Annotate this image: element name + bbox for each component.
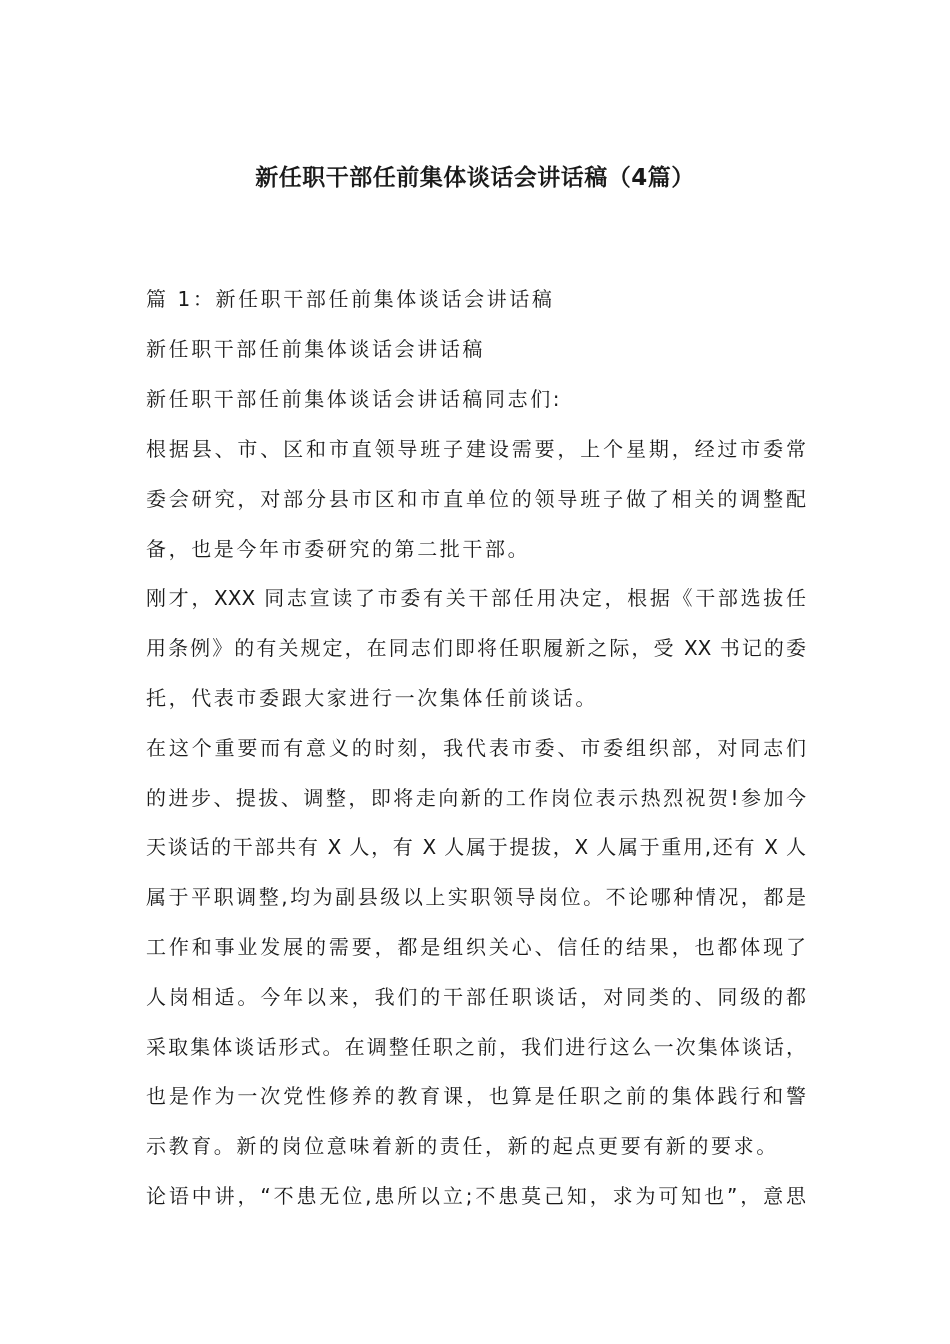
paragraph-line: 人岗相适。今年以来，我们的干部任职谈话，对同类的、同级的都	[146, 985, 806, 1009]
paragraph-line: 采取集体谈话形式。在调整任职之前，我们进行这么一次集体谈话，	[146, 1035, 806, 1059]
paragraph-line: 刚才，XXX 同志宣读了市委有关干部任用决定，根据《干部选拔任	[146, 586, 806, 610]
subtitle-line: 新任职干部任前集体谈话会讲话稿	[146, 337, 485, 361]
paragraph-line: 论语中讲，“不患无位,患所以立;不患莫己知，求为可知也”，意思	[146, 1184, 806, 1208]
paragraph-line: 示教育。新的岗位意味着新的责任，新的起点更要有新的要求。	[146, 1134, 779, 1158]
paragraph-line: 天谈话的干部共有 X 人，有 X 人属于提拔，X 人属于重用,还有 X 人	[146, 835, 806, 859]
document-title: 新任职干部任前集体谈话会讲话稿（4篇）	[255, 165, 695, 191]
paragraph-line: 备，也是今年市委研究的第二批干部。	[146, 537, 531, 561]
paragraph-line: 托，代表市委跟大家进行一次集体任前谈话。	[146, 686, 598, 710]
paragraph-line: 根据县、市、区和市直领导班子建设需要，上个星期，经过市委常	[146, 437, 806, 461]
paragraph-line: 属于平职调整,均为副县级以上实职领导岗位。不论哪种情况，都是	[146, 885, 806, 909]
paragraph-line: 的进步、提拔、调整，即将走向新的工作岗位表示热烈祝贺!参加今	[146, 786, 806, 810]
salutation-line: 新任职干部任前集体谈话会讲话稿同志们:	[146, 387, 563, 411]
paragraph-line: 也是作为一次党性修养的教育课，也算是任职之前的集体践行和警	[146, 1084, 806, 1108]
paragraph-line: 委会研究，对部分县市区和市直单位的领导班子做了相关的调整配	[146, 487, 806, 511]
paragraph-line: 工作和事业发展的需要，都是组织关心、信任的结果，也都体现了	[146, 935, 806, 959]
paragraph-line: 用条例》的有关规定，在同志们即将任职履新之际，受 XX 书记的委	[146, 636, 806, 660]
chapter-heading: 篇 1：新任职干部任前集体谈话会讲话稿	[146, 287, 555, 311]
paragraph-line: 在这个重要而有意义的时刻，我代表市委、市委组织部，对同志们	[146, 736, 806, 760]
